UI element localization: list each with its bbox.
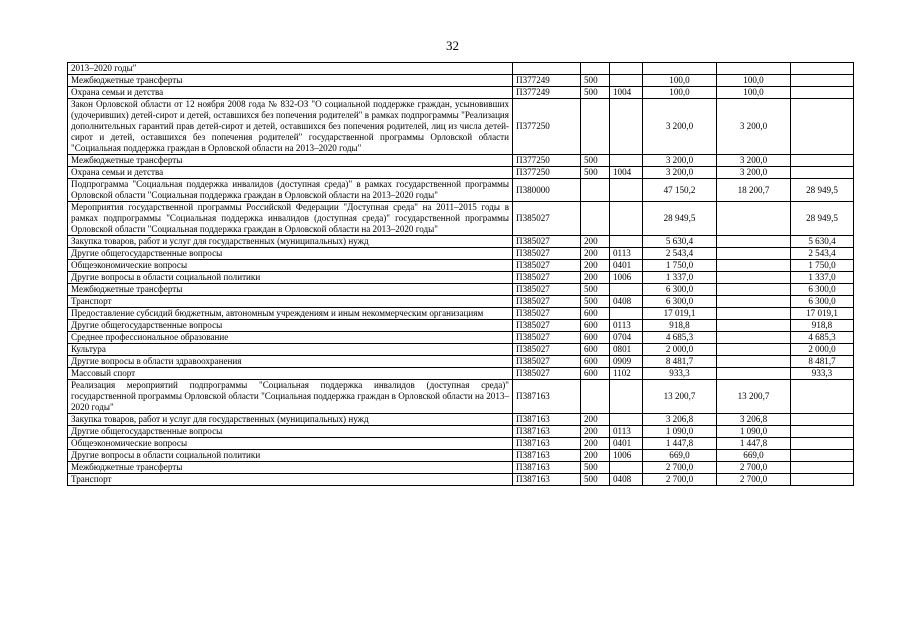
target-code-cell: П387163 (513, 426, 581, 438)
federal-amount-cell (791, 462, 854, 474)
table-row (68, 462, 854, 474)
federal-amount-cell (791, 63, 854, 75)
row-name-cell: Транспорт (68, 296, 513, 308)
expense-type-cell: 600 (581, 308, 610, 320)
total-amount-cell: 100,0 (643, 87, 717, 99)
expense-type-cell: 500 (581, 167, 610, 179)
expense-type-cell (581, 63, 610, 75)
section-code-cell: 0408 (610, 474, 643, 486)
table-row (68, 450, 854, 462)
regional-amount-cell: 2 700,0 (717, 462, 791, 474)
section-code-cell: 0704 (610, 332, 643, 344)
section-code-cell (610, 284, 643, 296)
section-code-cell (610, 202, 643, 236)
federal-amount-cell: 28 949,5 (791, 202, 854, 236)
federal-amount-cell: 6 300,0 (791, 296, 854, 308)
federal-amount-cell: 2 543,4 (791, 248, 854, 260)
target-code-cell: П377250 (513, 155, 581, 167)
regional-amount-cell: 669,0 (717, 450, 791, 462)
expense-type-cell: 500 (581, 296, 610, 308)
row-name-cell: Культура (68, 344, 513, 356)
expense-type-cell: 200 (581, 414, 610, 426)
total-amount-cell: 6 300,0 (643, 296, 717, 308)
table-row (68, 236, 854, 248)
expense-type-cell (581, 99, 610, 155)
table-row (68, 474, 854, 486)
row-name-cell: Межбюджетные трансферты (68, 75, 513, 87)
row-name-cell: Подпрограмма "Социальная поддержка инвалидов (доступная среда)" в рамках государственной программы Орловской области "Социальная поддержка граждан в Орловской области на 2013–2020 годы" (68, 179, 513, 202)
expense-type-cell (581, 202, 610, 236)
row-name-cell: Закон Орловской области от 12 ноября 2008 года № 832-ОЗ "О социальной поддержке граждан, усыновивших (удочеривших) детей-сирот и детей, оставшихся без попечения родителей" в рамках подпрограммы "Реализация дополнительных гарантий прав детей-сирот и детей, оставшихся без попечения родителей, лиц из числа детей-сирот и детей, оставшихся без попечения родителей" государственной программы Орловской области "Социальная поддержка граждан в Орловской области на 2013–2020 годы" (68, 99, 513, 155)
target-code-cell: П385027 (513, 284, 581, 296)
target-code-cell: П387163 (513, 462, 581, 474)
row-name-cell: Охрана семьи и детства (68, 167, 513, 179)
section-code-cell: 1006 (610, 450, 643, 462)
expense-type-cell: 200 (581, 426, 610, 438)
regional-amount-cell (717, 236, 791, 248)
total-amount-cell: 1 750,0 (643, 260, 717, 272)
section-code-cell: 0401 (610, 260, 643, 272)
section-code-cell: 1102 (610, 368, 643, 380)
row-name-cell: Реализация мероприятий подпрограммы "Социальная поддержка инвалидов (доступная среда)" государственной программы Орловской области "Социальная поддержка граждан в Орловской области на 2013–2020 годы" (68, 380, 513, 414)
federal-amount-cell: 918,8 (791, 320, 854, 332)
regional-amount-cell (717, 248, 791, 260)
section-code-cell: 1004 (610, 87, 643, 99)
table-row (68, 284, 854, 296)
expense-type-cell: 200 (581, 438, 610, 450)
target-code-cell (513, 63, 581, 75)
table-row (68, 356, 854, 368)
row-name-cell: Охрана семьи и детства (68, 87, 513, 99)
row-name-cell: Общеэкономические вопросы (68, 260, 513, 272)
table-row (68, 63, 854, 75)
expense-type-cell: 200 (581, 260, 610, 272)
target-code-cell: П387163 (513, 380, 581, 414)
federal-amount-cell: 933,3 (791, 368, 854, 380)
expense-type-cell (581, 380, 610, 414)
section-code-cell: 1004 (610, 167, 643, 179)
total-amount-cell (643, 63, 717, 75)
federal-amount-cell (791, 87, 854, 99)
table-row (68, 155, 854, 167)
row-name-cell: Другие вопросы в области социальной политики (68, 450, 513, 462)
section-code-cell: 0909 (610, 356, 643, 368)
regional-amount-cell (717, 272, 791, 284)
total-amount-cell: 13 200,7 (643, 380, 717, 414)
expense-type-cell: 600 (581, 332, 610, 344)
federal-amount-cell: 17 019,1 (791, 308, 854, 320)
total-amount-cell: 4 685,3 (643, 332, 717, 344)
total-amount-cell: 28 949,5 (643, 202, 717, 236)
expense-type-cell: 200 (581, 272, 610, 284)
regional-amount-cell: 3 206,8 (717, 414, 791, 426)
regional-amount-cell (717, 320, 791, 332)
total-amount-cell: 8 481,7 (643, 356, 717, 368)
table-row (68, 179, 854, 202)
target-code-cell: П385027 (513, 248, 581, 260)
table-row (68, 202, 854, 236)
total-amount-cell: 2 000,0 (643, 344, 717, 356)
row-name-cell: Межбюджетные трансферты (68, 462, 513, 474)
total-amount-cell: 100,0 (643, 75, 717, 87)
table-row (68, 308, 854, 320)
table-row (68, 368, 854, 380)
table-row (68, 99, 854, 155)
total-amount-cell: 918,8 (643, 320, 717, 332)
section-code-cell (610, 462, 643, 474)
target-code-cell: П385027 (513, 356, 581, 368)
target-code-cell: П385027 (513, 308, 581, 320)
target-code-cell: П385027 (513, 260, 581, 272)
regional-amount-cell: 3 200,0 (717, 167, 791, 179)
section-code-cell (610, 380, 643, 414)
target-code-cell: П387163 (513, 414, 581, 426)
row-name-cell: Транспорт (68, 474, 513, 486)
total-amount-cell: 3 200,0 (643, 99, 717, 155)
row-name-cell: Другие общегосударственные вопросы (68, 248, 513, 260)
section-code-cell (610, 75, 643, 87)
section-code-cell: 0801 (610, 344, 643, 356)
table-row (68, 272, 854, 284)
total-amount-cell: 2 700,0 (643, 474, 717, 486)
expense-type-cell (581, 179, 610, 202)
federal-amount-cell: 8 481,7 (791, 356, 854, 368)
row-name-cell: Другие общегосударственные вопросы (68, 426, 513, 438)
row-name-cell: Другие вопросы в области здравоохранения (68, 356, 513, 368)
federal-amount-cell (791, 474, 854, 486)
total-amount-cell: 2 700,0 (643, 462, 717, 474)
total-amount-cell: 3 206,8 (643, 414, 717, 426)
page-number: 32 (446, 38, 459, 53)
row-name-cell: 2013–2020 годы" (68, 63, 513, 75)
target-code-cell: П385027 (513, 296, 581, 308)
expense-type-cell: 500 (581, 284, 610, 296)
section-code-cell (610, 308, 643, 320)
regional-amount-cell: 2 700,0 (717, 474, 791, 486)
regional-amount-cell: 3 200,0 (717, 99, 791, 155)
row-name-cell: Межбюджетные трансферты (68, 284, 513, 296)
table-row (68, 332, 854, 344)
row-name-cell: Среднее профессиональное образование (68, 332, 513, 344)
federal-amount-cell (791, 414, 854, 426)
row-name-cell: Закупка товаров, работ и услуг для государственных (муниципальных) нужд (68, 414, 513, 426)
table-row (68, 414, 854, 426)
target-code-cell: П387163 (513, 450, 581, 462)
total-amount-cell: 6 300,0 (643, 284, 717, 296)
expense-type-cell: 600 (581, 344, 610, 356)
regional-amount-cell (717, 202, 791, 236)
total-amount-cell: 1 447,8 (643, 438, 717, 450)
target-code-cell: П385027 (513, 272, 581, 284)
row-name-cell: Массовый спорт (68, 368, 513, 380)
federal-amount-cell (791, 450, 854, 462)
expense-type-cell: 500 (581, 474, 610, 486)
expense-type-cell: 500 (581, 462, 610, 474)
target-code-cell: П385027 (513, 344, 581, 356)
row-name-cell: Закупка товаров, работ и услуг для государственных (муниципальных) нужд (68, 236, 513, 248)
regional-amount-cell (717, 296, 791, 308)
federal-amount-cell: 1 750,0 (791, 260, 854, 272)
budget-table (67, 62, 854, 486)
section-code-cell (610, 179, 643, 202)
table-row (68, 260, 854, 272)
target-code-cell: П385027 (513, 368, 581, 380)
expense-type-cell: 500 (581, 155, 610, 167)
federal-amount-cell (791, 380, 854, 414)
total-amount-cell: 17 019,1 (643, 308, 717, 320)
expense-type-cell: 200 (581, 248, 610, 260)
federal-amount-cell (791, 426, 854, 438)
section-code-cell (610, 63, 643, 75)
target-code-cell: П377250 (513, 167, 581, 179)
federal-amount-cell: 28 949,5 (791, 179, 854, 202)
section-code-cell: 0113 (610, 426, 643, 438)
regional-amount-cell (717, 260, 791, 272)
federal-amount-cell (791, 167, 854, 179)
federal-amount-cell: 1 337,0 (791, 272, 854, 284)
section-code-cell: 0401 (610, 438, 643, 450)
total-amount-cell: 3 200,0 (643, 167, 717, 179)
target-code-cell: П385027 (513, 202, 581, 236)
table-row (68, 167, 854, 179)
federal-amount-cell: 4 685,3 (791, 332, 854, 344)
table-row (68, 438, 854, 450)
total-amount-cell: 47 150,2 (643, 179, 717, 202)
expense-type-cell: 200 (581, 236, 610, 248)
target-code-cell: П385027 (513, 236, 581, 248)
table-row (68, 75, 854, 87)
section-code-cell: 1006 (610, 272, 643, 284)
row-name-cell: Общеэкономические вопросы (68, 438, 513, 450)
federal-amount-cell: 5 630,4 (791, 236, 854, 248)
regional-amount-cell (717, 332, 791, 344)
expense-type-cell: 600 (581, 356, 610, 368)
total-amount-cell: 2 543,4 (643, 248, 717, 260)
expense-type-cell: 500 (581, 75, 610, 87)
section-code-cell (610, 414, 643, 426)
federal-amount-cell: 6 300,0 (791, 284, 854, 296)
regional-amount-cell (717, 63, 791, 75)
total-amount-cell: 3 200,0 (643, 155, 717, 167)
expense-type-cell: 600 (581, 368, 610, 380)
target-code-cell: П377249 (513, 87, 581, 99)
regional-amount-cell: 13 200,7 (717, 380, 791, 414)
target-code-cell: П380000 (513, 179, 581, 202)
section-code-cell (610, 155, 643, 167)
section-code-cell (610, 99, 643, 155)
total-amount-cell: 933,3 (643, 368, 717, 380)
row-name-cell: Межбюджетные трансферты (68, 155, 513, 167)
regional-amount-cell (717, 284, 791, 296)
expense-type-cell: 200 (581, 450, 610, 462)
regional-amount-cell: 100,0 (717, 87, 791, 99)
federal-amount-cell (791, 75, 854, 87)
regional-amount-cell (717, 344, 791, 356)
regional-amount-cell: 3 200,0 (717, 155, 791, 167)
row-name-cell: Другие вопросы в области социальной политики (68, 272, 513, 284)
section-code-cell (610, 236, 643, 248)
target-code-cell: П377250 (513, 99, 581, 155)
regional-amount-cell (717, 368, 791, 380)
regional-amount-cell: 1 090,0 (717, 426, 791, 438)
federal-amount-cell (791, 99, 854, 155)
table-row (68, 380, 854, 414)
regional-amount-cell: 1 447,8 (717, 438, 791, 450)
table-row (68, 344, 854, 356)
total-amount-cell: 1 090,0 (643, 426, 717, 438)
total-amount-cell: 5 630,4 (643, 236, 717, 248)
federal-amount-cell (791, 438, 854, 450)
target-code-cell: П385027 (513, 320, 581, 332)
row-name-cell: Мероприятия государственной программы Российской Федерации "Доступная среда" на 2011–2015 годы в рамках подпрограммы "Социальная поддержка инвалидов (доступная среда)" государственной программы Орловской области "Социальная поддержка граждан в Орловской области на 2013–2020 годы" (68, 202, 513, 236)
regional-amount-cell (717, 308, 791, 320)
table-row (68, 248, 854, 260)
table-row (68, 320, 854, 332)
regional-amount-cell: 18 200,7 (717, 179, 791, 202)
federal-amount-cell: 2 000,0 (791, 344, 854, 356)
regional-amount-cell (717, 356, 791, 368)
table-row (68, 296, 854, 308)
target-code-cell: П387163 (513, 438, 581, 450)
target-code-cell: П387163 (513, 474, 581, 486)
section-code-cell: 0408 (610, 296, 643, 308)
table-row (68, 87, 854, 99)
row-name-cell: Другие общегосударственные вопросы (68, 320, 513, 332)
target-code-cell: П377249 (513, 75, 581, 87)
section-code-cell: 0113 (610, 320, 643, 332)
section-code-cell: 0113 (610, 248, 643, 260)
federal-amount-cell (791, 155, 854, 167)
total-amount-cell: 669,0 (643, 450, 717, 462)
target-code-cell: П385027 (513, 332, 581, 344)
regional-amount-cell: 100,0 (717, 75, 791, 87)
row-name-cell: Предоставление субсидий бюджетным, автономным учреждениям и иным некоммерческим организациям (68, 308, 513, 320)
expense-type-cell: 500 (581, 87, 610, 99)
expense-type-cell: 600 (581, 320, 610, 332)
table-row (68, 426, 854, 438)
total-amount-cell: 1 337,0 (643, 272, 717, 284)
